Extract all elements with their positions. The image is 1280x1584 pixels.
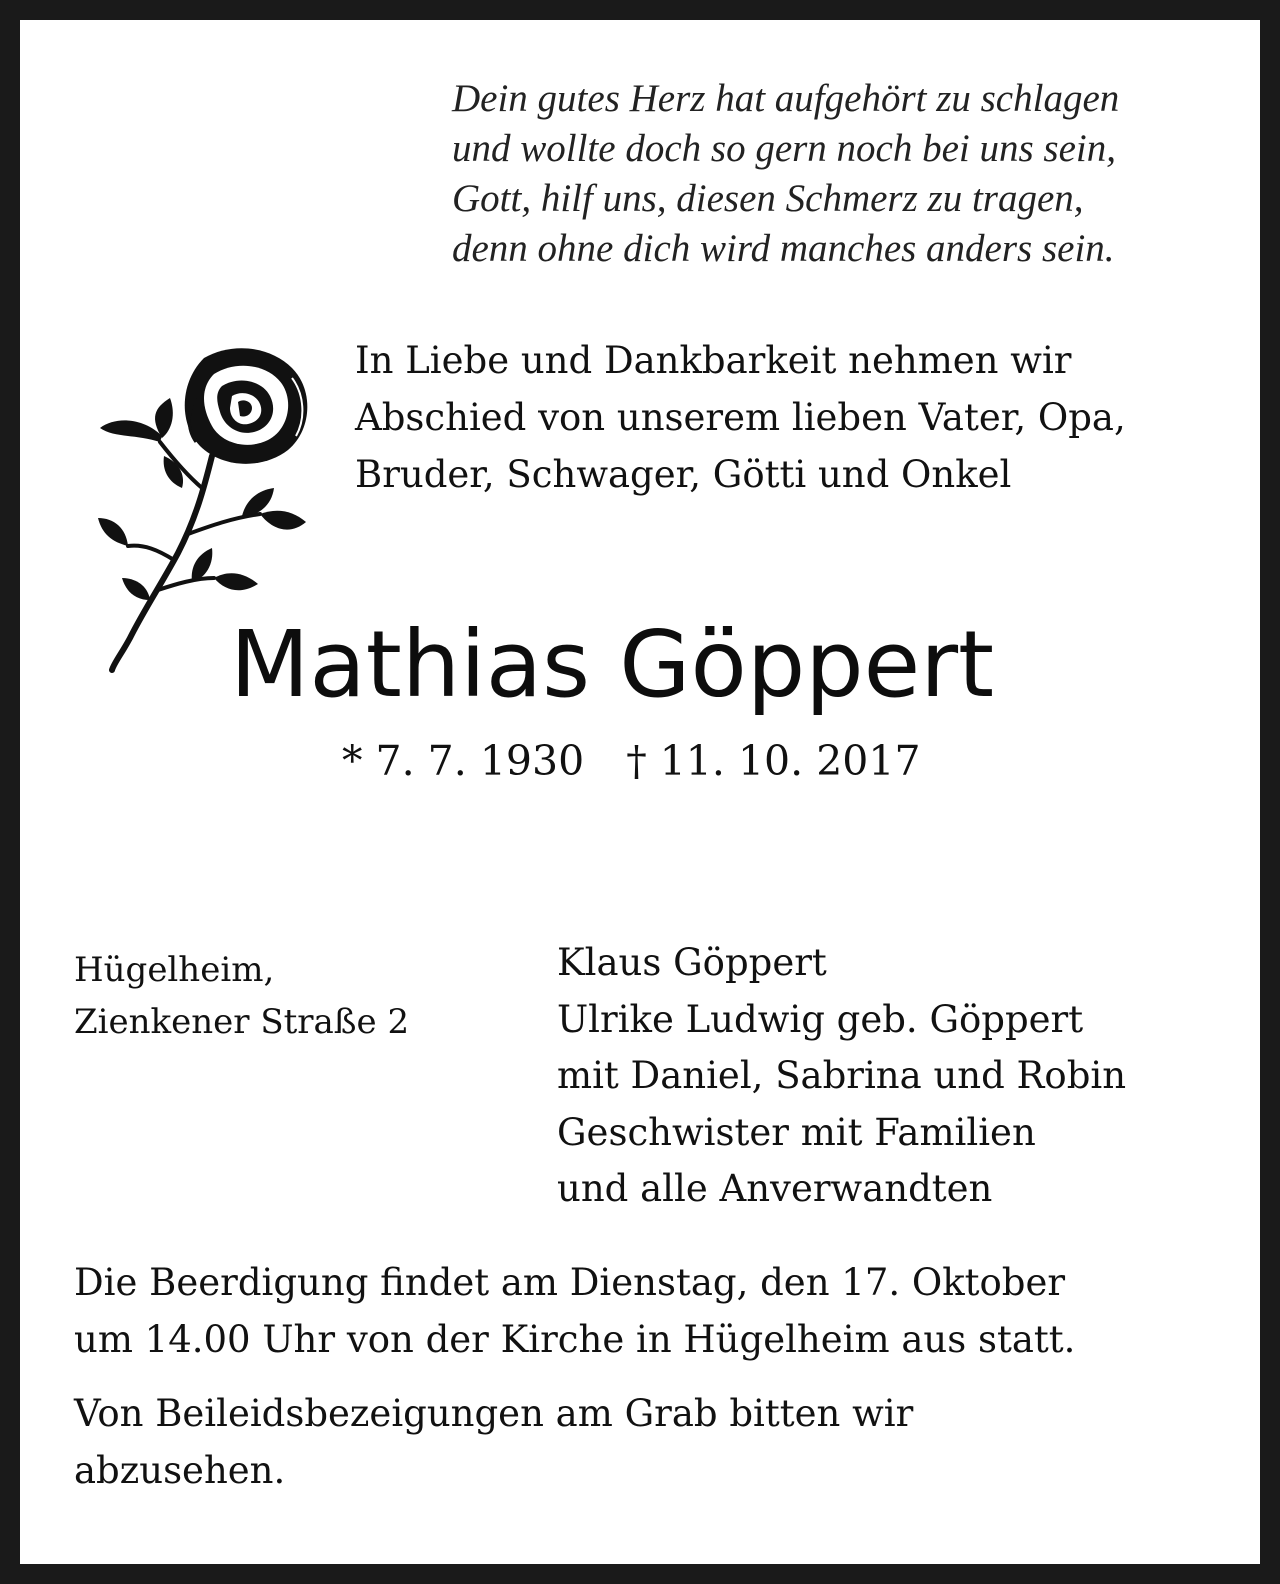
funeral-notice (74, 1254, 1214, 1368)
funeral-line: Die Beerdigung findet am Dienstag, den 17. Oktober (74, 1261, 1066, 1304)
intro-line: In Liebe und Dankbarkeit nehmen wir (355, 339, 1072, 382)
death-date: † 11. 10. 2017 (626, 737, 921, 785)
life-dates (342, 735, 1042, 787)
condolence-line: abzusehen. (74, 1449, 286, 1492)
quote-line: denn ohne dich wird manches anders sein. (452, 227, 1115, 270)
address-line: Zienkener Straße 2 (74, 1002, 410, 1042)
mourners-list (557, 935, 1247, 1218)
mourner-line: und alle Anverwandten (557, 1167, 993, 1210)
intro-line: Abschied von unserem lieben Vater, Opa, (355, 396, 1126, 439)
mourner-line: Ulrike Ludwig geb. Göppert (557, 997, 1084, 1041)
address-block (74, 944, 494, 1048)
condolence-line: Von Beileidsbezeigungen am Grab bitten wir (74, 1392, 914, 1435)
quote-line: Dein gutes Herz hat aufgehört zu schlagen (452, 77, 1120, 120)
quote-line: und wollte doch so gern noch bei uns sein, (452, 127, 1117, 170)
mourner-line: Geschwister mit Familien (557, 1110, 1036, 1154)
mourner-line: mit Daniel, Sabrina und Robin (557, 1054, 1127, 1097)
intro-text (355, 332, 1235, 503)
birth-date: * 7. 7. 1930 (342, 737, 585, 785)
mourner-line: Klaus Göppert (557, 941, 827, 984)
condolence-notice (74, 1385, 1214, 1499)
intro-line: Bruder, Schwager, Götti und Onkel (355, 453, 1012, 496)
funeral-line: um 14.00 Uhr von der Kirche in Hügelheim aus statt. (74, 1318, 1076, 1361)
address-line: Hügelheim, (74, 950, 275, 990)
quote-line: Gott, hilf uns, diesen Schmerz zu tragen, (452, 177, 1084, 220)
deceased-name: Mathias Göppert (230, 611, 995, 718)
memorial-quote (452, 74, 1242, 274)
